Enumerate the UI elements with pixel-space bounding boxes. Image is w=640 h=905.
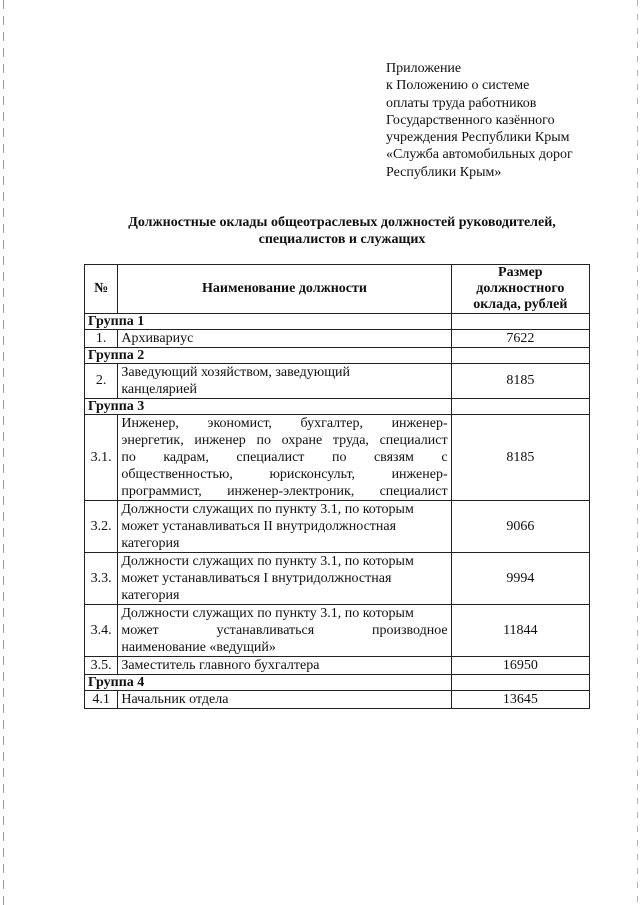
- header-salary-size: [451, 265, 589, 314]
- row-position-name: Заместитель главного бухгалтера: [118, 657, 451, 675]
- appendix-line: к Положению о системе: [386, 78, 530, 94]
- name-line: Инженер, экономист, бухгалтер, инженер-: [121, 416, 448, 431]
- row-salary: 11844: [451, 605, 589, 657]
- appendix-line: Государственного казённого: [386, 112, 555, 128]
- name-line: может устанавливаться производное: [121, 623, 448, 638]
- document-title: [90, 214, 594, 248]
- name-line: Должности служащих по пункту 3.1, по которым: [121, 606, 414, 621]
- row-position-name: Начальник отдела: [118, 691, 451, 709]
- row-number: 3.3.: [85, 553, 118, 605]
- row-position-name: [118, 364, 451, 399]
- name-line: может устанавливаться I внутридолжностная: [121, 571, 392, 586]
- row-number: 3.5.: [85, 657, 118, 675]
- row-position-name: [118, 415, 451, 501]
- group-label: Группа 2: [85, 348, 452, 364]
- appendix-line: «Служба автомобильных дорог: [386, 147, 573, 163]
- header-number: №: [85, 265, 118, 314]
- name-line: категория: [121, 536, 180, 551]
- header-salary-line: должностного: [476, 281, 565, 296]
- appendix-note: [386, 60, 616, 181]
- appendix-line: учреждения Республики Крым: [386, 130, 570, 146]
- group-label: Группа 4: [85, 675, 452, 691]
- group-empty-cell: [451, 675, 589, 691]
- row-number: 3.1.: [85, 415, 118, 501]
- group-label: Группа 3: [85, 399, 452, 415]
- row-number: 3.2.: [85, 501, 118, 553]
- table-header-row: [85, 265, 590, 314]
- table-row: [85, 330, 590, 348]
- name-line: по кадрам, специалист по связям с: [121, 450, 448, 465]
- table-row: [85, 691, 590, 709]
- name-line: Должности служащих по пункту 3.1, по которым: [121, 554, 414, 569]
- group-row: [85, 399, 590, 415]
- group-row: [85, 314, 590, 330]
- scan-edge-left: [3, 0, 4, 905]
- row-salary: 8185: [451, 415, 589, 501]
- header-salary-line: оклада, рублей: [473, 297, 568, 312]
- row-salary: 7622: [451, 330, 589, 348]
- table-row: [85, 657, 590, 675]
- row-position-name: [118, 605, 451, 657]
- scan-edge-right: [637, 0, 638, 905]
- row-salary: 8185: [451, 364, 589, 399]
- group-label: Группа 1: [85, 314, 452, 330]
- group-empty-cell: [451, 399, 589, 415]
- row-number: 4.1: [85, 691, 118, 709]
- row-salary: 13645: [451, 691, 589, 709]
- row-position-name: [118, 501, 451, 553]
- row-salary: 16950: [451, 657, 589, 675]
- row-position-name: Архивариус: [118, 330, 451, 348]
- appendix-line: оплаты труда работников: [386, 95, 537, 111]
- group-row: [85, 348, 590, 364]
- row-position-name: [118, 553, 451, 605]
- group-empty-cell: [451, 348, 589, 364]
- row-salary: 9066: [451, 501, 589, 553]
- row-number: 2.: [85, 364, 118, 399]
- title-line-2: специалистов и служащих: [258, 232, 426, 247]
- row-number: 1.: [85, 330, 118, 348]
- table-row: [85, 553, 590, 605]
- name-line: энергетик, инженер по охране труда, специалист: [121, 433, 448, 448]
- name-line: может устанавливаться II внутридолжностная: [121, 519, 397, 534]
- name-line: канцелярией: [121, 382, 197, 397]
- title-line-1: Должностные оклады общеотраслевых должностей руководителей,: [128, 215, 556, 230]
- table-row: [85, 501, 590, 553]
- header-position-name: Наименование должности: [118, 265, 451, 314]
- group-empty-cell: [451, 314, 589, 330]
- appendix-line: Республики Крым»: [386, 164, 502, 180]
- name-line: Заведующий хозяйством, заведующий: [121, 365, 350, 380]
- name-line: категория: [121, 588, 180, 603]
- name-line: программист, инженер-электроник, специалист: [121, 484, 448, 499]
- name-line: наименование «ведущий»: [121, 640, 276, 655]
- table-row: [85, 364, 590, 399]
- name-line: Должности служащих по пункту 3.1, по которым: [121, 502, 414, 517]
- group-row: [85, 675, 590, 691]
- salary-table: [84, 264, 590, 709]
- appendix-line: Приложение: [386, 61, 462, 76]
- name-line: общественностью, юрисконсульт, инженер-: [121, 467, 448, 482]
- row-salary: 9994: [451, 553, 589, 605]
- header-salary-line: Размер: [498, 265, 543, 280]
- table-row: [85, 415, 590, 501]
- row-number: 3.4.: [85, 605, 118, 657]
- table-row: [85, 605, 590, 657]
